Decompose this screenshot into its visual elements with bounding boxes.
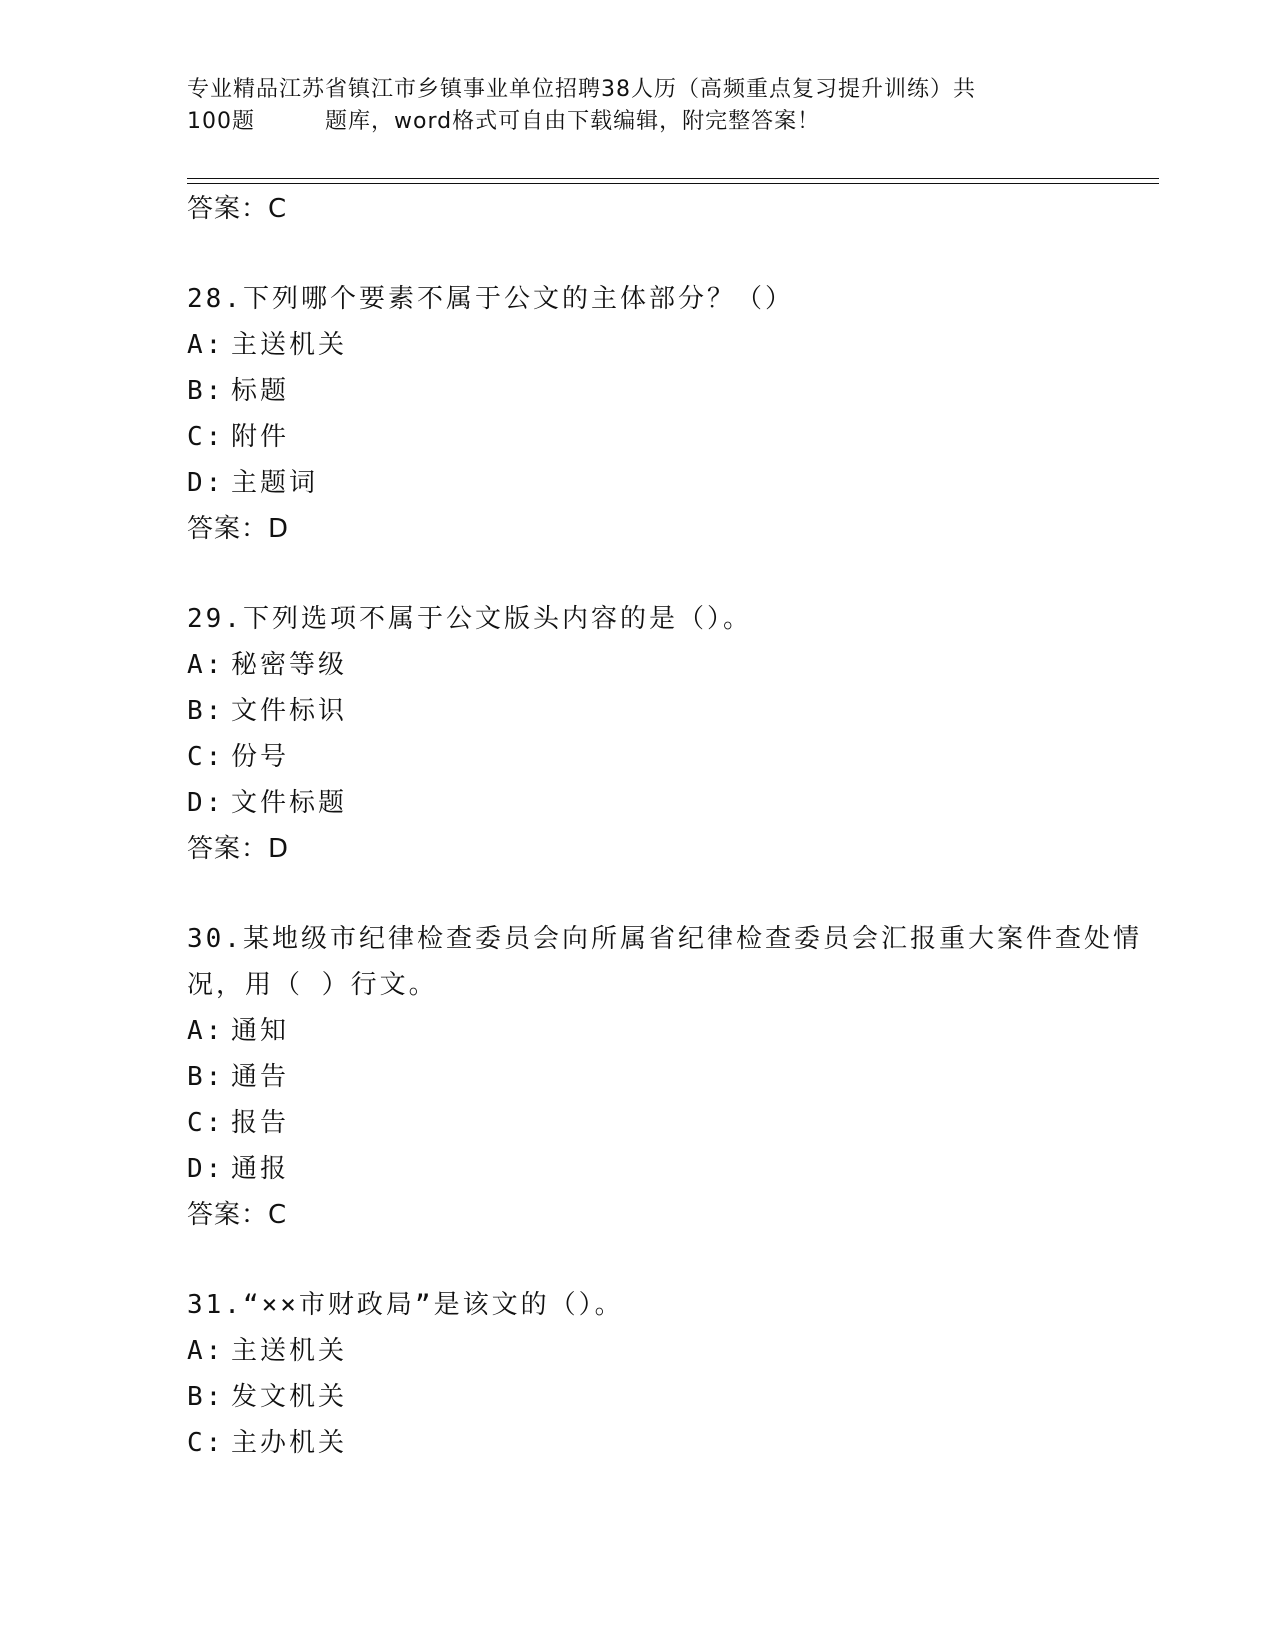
option-text: 主送机关 bbox=[231, 330, 348, 360]
option-letter: C: bbox=[187, 1428, 225, 1458]
option-d bbox=[187, 780, 1147, 826]
option-letter: A: bbox=[187, 1016, 225, 1046]
option-c bbox=[187, 734, 1147, 780]
question-text: 30.某地级市纪律检查委员会向所属省纪律检查委员会汇报重大案件查处情况，用（ ）行文。 bbox=[187, 924, 1142, 1000]
option-text: 标题 bbox=[231, 376, 290, 406]
question-list bbox=[187, 186, 1147, 1466]
option-b bbox=[187, 688, 1147, 734]
header-question-count: 100题 bbox=[187, 109, 255, 134]
option-text: 附件 bbox=[231, 422, 290, 452]
header-divider-bottom bbox=[187, 183, 1159, 184]
question-block-30 bbox=[187, 916, 1147, 1238]
answer-line: 答案：D bbox=[187, 834, 290, 864]
option-b bbox=[187, 1374, 1147, 1420]
header-title-line-2 bbox=[187, 106, 1087, 138]
option-letter: C: bbox=[187, 1108, 225, 1138]
option-a bbox=[187, 322, 1147, 368]
question-text: 31.“××市财政局”是该文的（）。 bbox=[187, 1290, 624, 1320]
option-letter: B: bbox=[187, 1062, 225, 1092]
option-a bbox=[187, 1008, 1147, 1054]
option-text: 文件标题 bbox=[231, 788, 348, 818]
option-letter: A: bbox=[187, 650, 225, 680]
option-text: 通报 bbox=[231, 1154, 290, 1184]
option-letter: A: bbox=[187, 330, 225, 360]
question-text: 28.下列哪个要素不属于公文的主体部分？（） bbox=[187, 284, 794, 314]
option-text: 报告 bbox=[231, 1108, 290, 1138]
option-text: 通告 bbox=[231, 1062, 290, 1092]
previous-answer: 答案：C bbox=[187, 194, 288, 224]
option-a bbox=[187, 642, 1147, 688]
option-text: 份号 bbox=[231, 742, 290, 772]
option-text: 主办机关 bbox=[231, 1428, 348, 1458]
option-b bbox=[187, 368, 1147, 414]
question-block-28 bbox=[187, 276, 1147, 552]
header-divider-top bbox=[187, 178, 1159, 179]
option-c bbox=[187, 1420, 1147, 1466]
option-letter: D: bbox=[187, 788, 225, 818]
option-text: 秘密等级 bbox=[231, 650, 348, 680]
option-letter: C: bbox=[187, 742, 225, 772]
header-description: 题库，word格式可自由下载编辑，附完整答案！ bbox=[325, 109, 821, 134]
option-d bbox=[187, 460, 1147, 506]
option-text: 发文机关 bbox=[231, 1382, 348, 1412]
question-block-29 bbox=[187, 596, 1147, 872]
option-letter: B: bbox=[187, 376, 225, 406]
option-c bbox=[187, 1100, 1147, 1146]
option-text: 文件标识 bbox=[231, 696, 348, 726]
option-letter: D: bbox=[187, 468, 225, 498]
question-block-31 bbox=[187, 1282, 1147, 1466]
option-d bbox=[187, 1146, 1147, 1192]
option-letter: A: bbox=[187, 1336, 225, 1366]
answer-line: 答案：D bbox=[187, 514, 290, 544]
option-b bbox=[187, 1054, 1147, 1100]
answer-line: 答案：C bbox=[187, 1200, 288, 1230]
header-title-line-1: 专业精品江苏省镇江市乡镇事业单位招聘38人历（高频重点复习提升训练）共 bbox=[187, 77, 976, 102]
document-header bbox=[187, 74, 1087, 138]
option-text: 主题词 bbox=[231, 468, 319, 498]
option-a bbox=[187, 1328, 1147, 1374]
option-text: 主送机关 bbox=[231, 1336, 348, 1366]
option-letter: C: bbox=[187, 422, 225, 452]
question-text: 29.下列选项不属于公文版头内容的是（）。 bbox=[187, 604, 752, 634]
option-letter: B: bbox=[187, 1382, 225, 1412]
option-letter: D: bbox=[187, 1154, 225, 1184]
option-text: 通知 bbox=[231, 1016, 290, 1046]
option-c bbox=[187, 414, 1147, 460]
option-letter: B: bbox=[187, 696, 225, 726]
